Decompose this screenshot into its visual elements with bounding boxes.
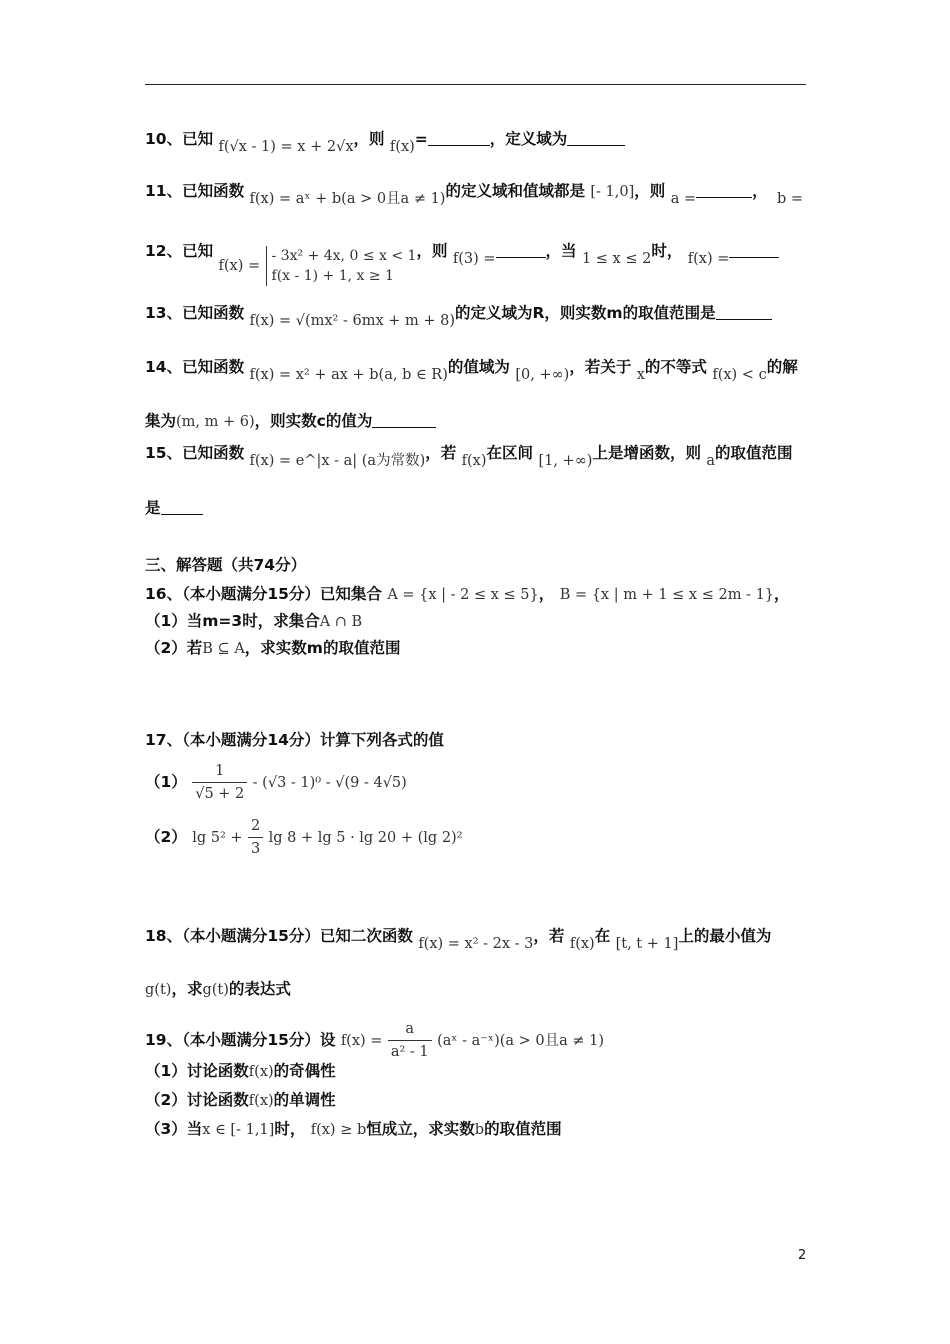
math-expression: f(x) = e^|x - a| (a为常数)	[249, 453, 426, 469]
math-expression: f(3) =	[452, 251, 496, 267]
fraction	[248, 815, 263, 860]
question-text: 已知函数	[182, 358, 245, 376]
piecewise-cases	[266, 246, 417, 286]
question-text: 已知函数	[182, 182, 245, 200]
answer-blank[interactable]	[567, 130, 625, 146]
math-expression: f(x) =	[687, 251, 730, 267]
question-text: 的取值范围	[484, 1120, 562, 1138]
question-number: 19、	[145, 1031, 183, 1049]
question-12	[145, 240, 779, 286]
math-expression: x ∈ [- 1,1]	[202, 1122, 275, 1138]
question-text: （2）若	[145, 639, 203, 657]
question-text: ，求实数m的取值范围	[244, 639, 401, 657]
page-number: 2	[798, 1248, 807, 1263]
question-14	[145, 356, 798, 386]
question-text: （本小题满分14分）计算下列各式的值	[182, 731, 444, 749]
section-heading: 三、解答题（共74分）	[145, 556, 307, 574]
answer-blank[interactable]	[729, 242, 779, 258]
question-number: 13、	[145, 304, 183, 322]
fraction-denominator: a² - 1	[390, 1044, 429, 1060]
fraction	[388, 1018, 432, 1063]
question-text: （本小题满分15分）已知二次函数	[182, 927, 413, 945]
answer-blank[interactable]	[496, 242, 546, 258]
piecewise-case: - 3x² + 4x, 0 ≤ x < 1	[271, 248, 417, 264]
question-15-continued	[145, 497, 203, 519]
math-expression: B = {x | m + 1 ≤ x ≤ 2m - 1}	[559, 587, 775, 603]
math-expression: B ⊆ A	[202, 641, 245, 657]
question-10	[145, 128, 625, 158]
math-expression: [1, +∞)	[538, 453, 593, 469]
question-19-part-1	[145, 1060, 336, 1083]
fraction-denominator: √5 + 2	[195, 786, 245, 802]
math-expression: f(x) = x² - 2x - 3	[418, 936, 534, 952]
question-text: 在	[594, 927, 611, 945]
math-expression: g(t)	[145, 982, 172, 998]
question-text: =	[414, 130, 428, 148]
question-number: 16、	[145, 585, 183, 603]
question-text: 恒成立，求实数	[366, 1120, 475, 1138]
answer-blank[interactable]	[161, 499, 203, 515]
question-text: （1）	[145, 773, 187, 791]
math-expression: f(x) = √(mx² - 6mx + m + 8)	[249, 313, 455, 329]
question-18	[145, 925, 771, 955]
question-text: ，求	[171, 980, 203, 998]
question-17-part-1	[145, 760, 407, 805]
question-text: 时，	[274, 1120, 306, 1138]
question-text: （本小题满分15分）设	[182, 1031, 336, 1049]
question-text: 的取值范围	[715, 444, 793, 462]
question-text: 已知函数	[182, 304, 245, 322]
question-text: 已知	[182, 130, 214, 148]
math-expression: (aˣ - a⁻ˣ)(a > 0且a ≠ 1)	[437, 1033, 605, 1049]
math-expression: f(x) ≥ b	[310, 1122, 367, 1138]
question-text: 上是增函数，则	[592, 444, 701, 462]
question-14-continued	[145, 410, 436, 433]
question-text: 的不等式	[644, 358, 707, 376]
question-17	[145, 729, 444, 751]
question-16	[145, 583, 790, 606]
math-expression: f(√x - 1) = x + 2√x	[218, 139, 354, 155]
question-16-part-1	[145, 610, 362, 633]
math-expression: f(x) = x² + ax + b(a, b ∈ R)	[249, 367, 448, 383]
question-text: 在区间	[486, 444, 534, 462]
question-text: 时，	[651, 242, 683, 260]
fraction-numerator: 1	[192, 760, 247, 783]
math-expression: f(x)	[461, 453, 487, 469]
math-expression: x	[636, 367, 645, 383]
math-expression: f(x)	[389, 139, 415, 155]
math-expression: f(x)	[248, 1064, 274, 1080]
question-number: 15、	[145, 444, 183, 462]
question-text: 的解	[766, 358, 798, 376]
answer-blank[interactable]	[716, 304, 772, 320]
question-text: 的定义域和值域都是	[445, 182, 585, 200]
question-text: （1）讨论函数	[145, 1062, 249, 1080]
fraction-denominator: 3	[250, 841, 261, 857]
question-text: （本小题满分15分）已知集合	[182, 585, 382, 603]
math-expression: [- 1,0]	[590, 184, 635, 200]
question-19	[145, 1018, 604, 1063]
math-expression: b =	[777, 191, 804, 207]
math-expression: a	[706, 453, 716, 469]
question-text: 的奇偶性	[273, 1062, 336, 1080]
header-rule	[145, 84, 806, 85]
question-text: ，	[752, 182, 768, 200]
question-text: 已知函数	[182, 444, 245, 462]
math-expression: lg 5² +	[192, 830, 243, 846]
math-expression: f(x) =	[340, 1033, 383, 1049]
question-text: 的定义域为R，则实数m的取值范围是	[455, 304, 716, 322]
answer-blank[interactable]	[428, 130, 490, 146]
math-expression: 1 ≤ x ≤ 2	[581, 251, 652, 267]
question-text: 的表达式	[228, 980, 291, 998]
piecewise-case: f(x - 1) + 1, x ≥ 1	[271, 268, 394, 284]
question-number: 18、	[145, 927, 183, 945]
question-text: ，则	[353, 130, 385, 148]
question-text: （1）当m=3时，求集合	[145, 612, 320, 630]
question-number: 17、	[145, 731, 183, 749]
answer-blank[interactable]	[372, 412, 436, 428]
question-19-part-3	[145, 1118, 562, 1141]
question-text: ，若	[533, 927, 565, 945]
math-expression: a =	[670, 191, 697, 207]
question-11	[145, 180, 803, 210]
answer-blank[interactable]	[696, 182, 752, 198]
math-expression: - (√3 - 1)⁰ - √(9 - 4√5)	[252, 775, 407, 791]
question-text: （2）讨论函数	[145, 1091, 249, 1109]
question-13	[145, 302, 772, 332]
question-text: 是	[145, 499, 161, 517]
question-text: 集为	[145, 412, 177, 430]
question-text: ，则	[634, 182, 666, 200]
math-expression: f(x) = aˣ + b(a > 0且a ≠ 1)	[249, 191, 446, 207]
math-expression: A ∩ B	[319, 614, 363, 630]
math-expression: [t, t + 1]	[615, 936, 679, 952]
math-expression: [0, +∞)	[515, 367, 570, 383]
question-text: ，则	[416, 242, 448, 260]
fraction	[192, 760, 247, 805]
math-expression: f(x)	[248, 1093, 274, 1109]
fraction-numerator: a	[388, 1018, 432, 1041]
question-text: ，	[774, 585, 790, 603]
question-text: 的单调性	[273, 1091, 336, 1109]
question-text: （3）当	[145, 1120, 203, 1138]
question-18-continued	[145, 978, 291, 1001]
question-text: （2）	[145, 828, 187, 846]
question-text: ，若	[425, 444, 457, 462]
math-expression: g(t)	[202, 982, 229, 998]
question-number: 14、	[145, 358, 183, 376]
question-text: ，定义域为	[489, 130, 568, 148]
question-text: ，若关于	[569, 358, 632, 376]
question-19-part-2	[145, 1089, 336, 1112]
math-expression: b	[474, 1122, 485, 1138]
question-number: 11、	[145, 182, 183, 200]
question-text: ，当	[545, 242, 577, 260]
question-text: 已知	[182, 242, 214, 260]
math-expression: f(x) < c	[712, 367, 767, 383]
question-text: ，	[538, 585, 555, 603]
question-text: 的值域为	[447, 358, 510, 376]
question-number: 12、	[145, 242, 183, 260]
math-expression: (m, m + 6)	[176, 414, 255, 430]
question-text: 上的最小值为	[678, 927, 772, 945]
math-expression: f(x) =	[218, 258, 261, 274]
question-text: ，则实数c的值为	[254, 412, 373, 430]
fraction-numerator: 2	[248, 815, 263, 838]
question-17-part-2	[145, 815, 463, 860]
math-expression: f(x)	[569, 936, 595, 952]
math-expression: lg 8 + lg 5 · lg 20 + (lg 2)²	[268, 830, 463, 846]
question-16-part-2	[145, 637, 400, 660]
question-number: 10、	[145, 130, 183, 148]
math-expression: A = {x | - 2 ≤ x ≤ 5}	[387, 587, 539, 603]
question-15	[145, 442, 793, 472]
